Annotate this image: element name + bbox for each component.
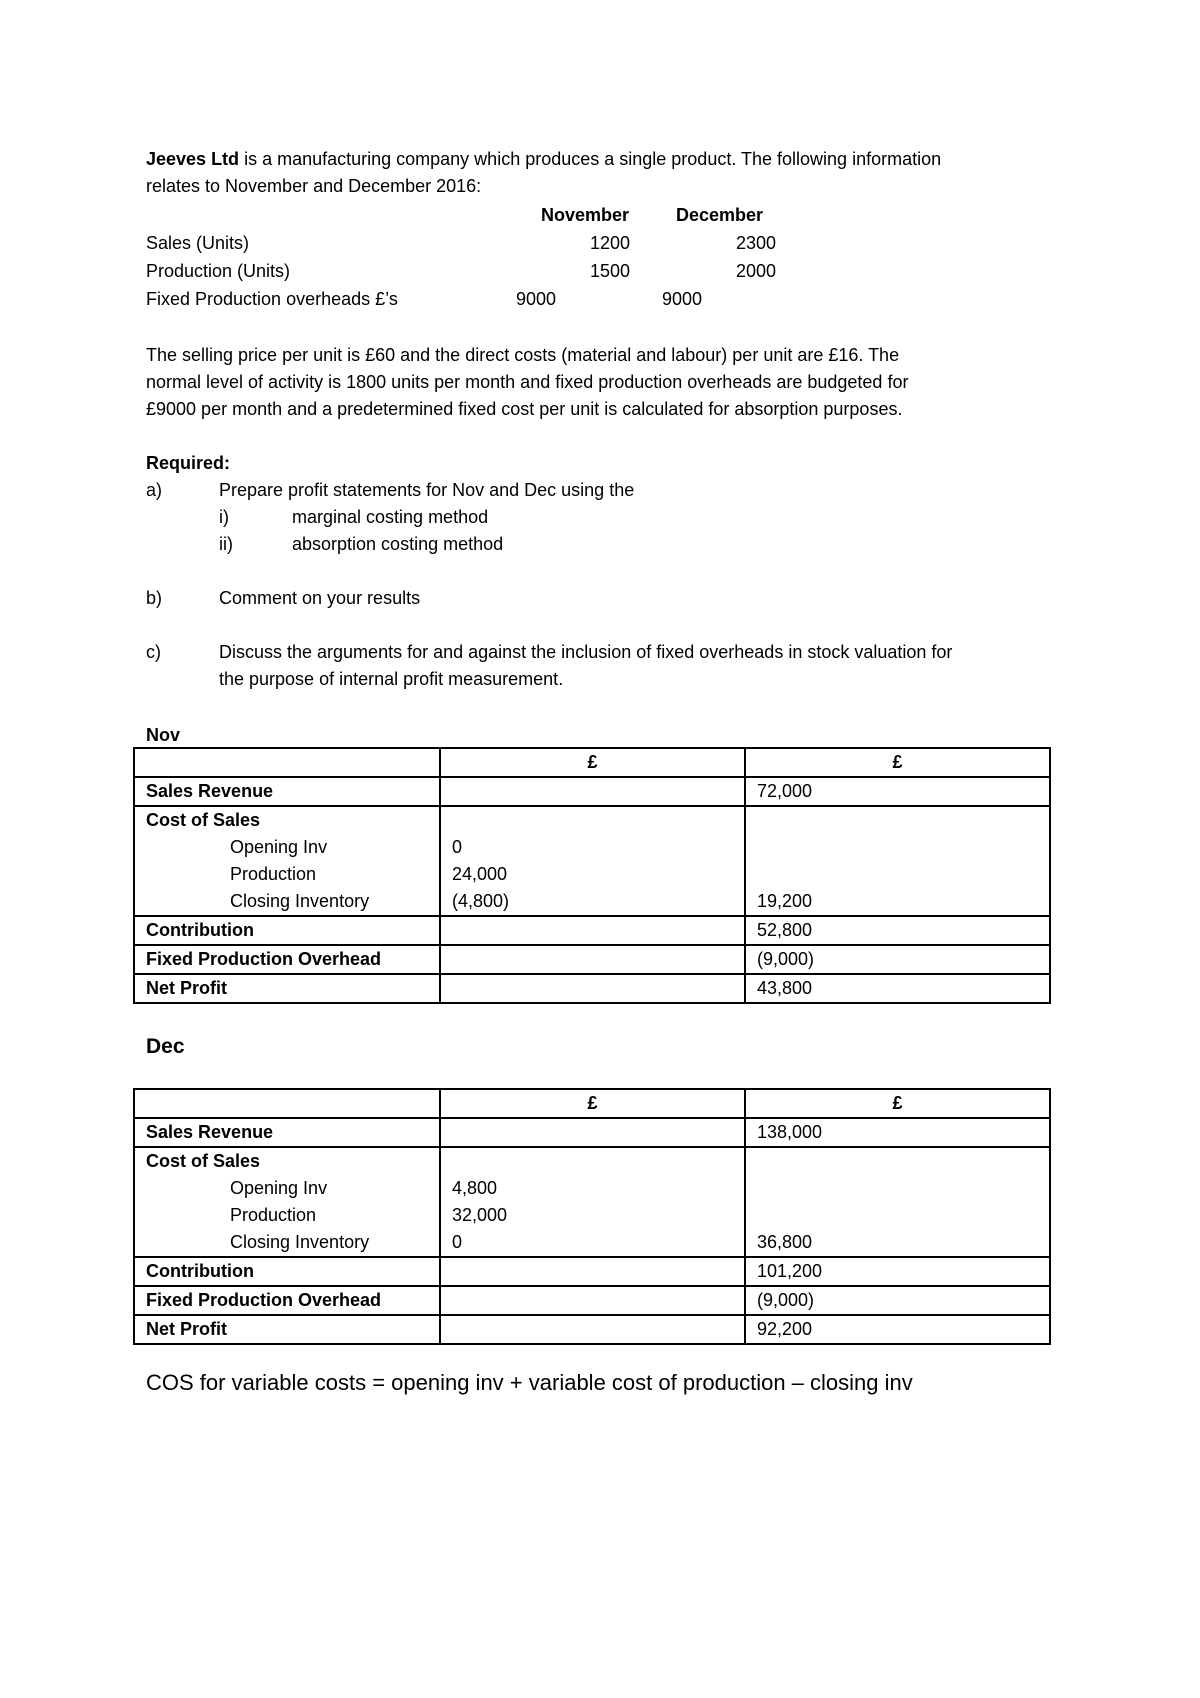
company-name: Jeeves Ltd (146, 149, 240, 169)
header-currency: £ (440, 748, 745, 777)
table-row (134, 777, 1050, 806)
question-a-label: a) (146, 480, 163, 500)
empty-cell (440, 1257, 745, 1286)
sales-revenue-value: 138,000 (745, 1118, 1050, 1147)
intro-line-1 (146, 146, 1066, 173)
units-row-nov: 9000 (515, 289, 556, 309)
table-row (134, 916, 1050, 945)
empty-cell (440, 1286, 745, 1315)
question-c-text-1: Discuss the arguments for and against the inclusion of fixed overheads in stock valuation for (219, 642, 953, 662)
cost-of-sales-total-cell (745, 1147, 1050, 1257)
net-profit-value: 43,800 (745, 974, 1050, 1003)
fixed-overhead-value: (9,000) (745, 1286, 1050, 1315)
question-a-text: Prepare profit statements for Nov and Dec using the (219, 480, 635, 500)
header-currency: £ (440, 1089, 745, 1118)
header-currency: £ (745, 748, 1050, 777)
required-heading: Required: (146, 453, 231, 473)
intro-line-1-text: is a manufacturing company which produces a single product. The following information (239, 149, 942, 169)
production-label: Production (230, 1205, 317, 1225)
cos-formula-note: COS for variable costs = opening inv + variable cost of production – closing inv (146, 1370, 913, 1395)
cost-of-sales-total: 36,800 (757, 1232, 813, 1252)
nov-statement-title: Nov (146, 725, 181, 745)
fixed-overhead-label: Fixed Production Overhead (134, 945, 440, 974)
closing-inventory-value: 0 (452, 1232, 463, 1252)
empty-cell (440, 777, 745, 806)
fixed-overhead-value: (9,000) (745, 945, 1050, 974)
empty-cell (440, 945, 745, 974)
dec-statement-title: Dec (146, 1035, 185, 1058)
header-blank (134, 1089, 440, 1118)
question-b-text: Comment on your results (219, 588, 421, 608)
table-row (134, 1286, 1050, 1315)
opening-inv-value: 0 (452, 837, 463, 857)
opening-inv-label: Opening Inv (230, 1178, 328, 1198)
question-a-i-label: i) (219, 507, 229, 527)
units-col-november: November (541, 205, 630, 225)
opening-inv-label: Opening Inv (230, 837, 328, 857)
contribution-value: 52,800 (745, 916, 1050, 945)
contribution-label: Contribution (134, 916, 440, 945)
table-row (134, 1257, 1050, 1286)
description-paragraph (146, 342, 1066, 423)
units-row-dec: 9000 (661, 289, 702, 309)
production-value: 32,000 (452, 1205, 508, 1225)
sales-revenue-value: 72,000 (745, 777, 1050, 806)
units-row-dec: 2000 (735, 261, 776, 281)
question-a-i-text: marginal costing method (292, 507, 489, 527)
sales-revenue-label: Sales Revenue (134, 1118, 440, 1147)
description-line: £9000 per month and a predetermined fixed cost per unit is calculated for absorption purposes. (146, 399, 903, 419)
fixed-overhead-label: Fixed Production Overhead (134, 1286, 440, 1315)
cost-of-sales-total: 19,200 (757, 891, 813, 911)
empty-cell (440, 974, 745, 1003)
units-row-nov: 1500 (589, 261, 630, 281)
units-row-dec: 2300 (735, 233, 776, 253)
table-row (134, 945, 1050, 974)
table-row (134, 1315, 1050, 1344)
cost-of-sales-labels (134, 806, 440, 916)
closing-inventory-label: Closing Inventory (230, 1232, 370, 1252)
units-col-december: December (676, 205, 764, 225)
contribution-label: Contribution (134, 1257, 440, 1286)
header-currency: £ (745, 1089, 1050, 1118)
table-row (134, 806, 1050, 916)
net-profit-label: Net Profit (134, 974, 440, 1003)
intro-paragraph (146, 146, 1066, 200)
nov-statement-table (133, 747, 1051, 1004)
table-row (134, 1147, 1050, 1257)
net-profit-label: Net Profit (134, 1315, 440, 1344)
table-row (134, 974, 1050, 1003)
cost-of-sales-total-cell (745, 806, 1050, 916)
question-c-text-2: the purpose of internal profit measurement. (219, 669, 564, 689)
units-row-label: Sales (Units) (146, 233, 250, 253)
closing-inventory-value: (4,800) (452, 891, 510, 911)
cost-of-sales-labels (134, 1147, 440, 1257)
description-line: normal level of activity is 1800 units per month and fixed production overheads are budgeted for (146, 372, 909, 392)
closing-inventory-label: Closing Inventory (230, 891, 370, 911)
opening-inv-value: 4,800 (452, 1178, 498, 1198)
cost-of-sales-label: Cost of Sales (146, 1151, 261, 1171)
units-row-label: Production (Units) (146, 261, 291, 281)
net-profit-value: 92,200 (745, 1315, 1050, 1344)
table-row (134, 748, 1050, 777)
cost-of-sales-label: Cost of Sales (146, 810, 261, 830)
description-line: The selling price per unit is £60 and the direct costs (material and labour) per unit are £16. The (146, 345, 900, 365)
dec-statement-table (133, 1088, 1051, 1345)
cost-of-sales-values (440, 1147, 745, 1257)
empty-cell (440, 916, 745, 945)
production-label: Production (230, 864, 317, 884)
header-blank (134, 748, 440, 777)
cost-of-sales-values (440, 806, 745, 916)
intro-line-2: relates to November and December 2016: (146, 176, 482, 196)
table-row (134, 1089, 1050, 1118)
production-value: 24,000 (452, 864, 508, 884)
table-row (134, 1118, 1050, 1147)
question-c-label: c) (146, 642, 161, 662)
units-row-nov: 1200 (589, 233, 630, 253)
question-a-ii-label: ii) (219, 534, 233, 554)
contribution-value: 101,200 (745, 1257, 1050, 1286)
sales-revenue-label: Sales Revenue (134, 777, 440, 806)
empty-cell (440, 1315, 745, 1344)
question-b-label: b) (146, 588, 163, 608)
question-a-ii-text: absorption costing method (292, 534, 504, 554)
empty-cell (440, 1118, 745, 1147)
units-row-label: Fixed Production overheads £’s (146, 289, 398, 309)
